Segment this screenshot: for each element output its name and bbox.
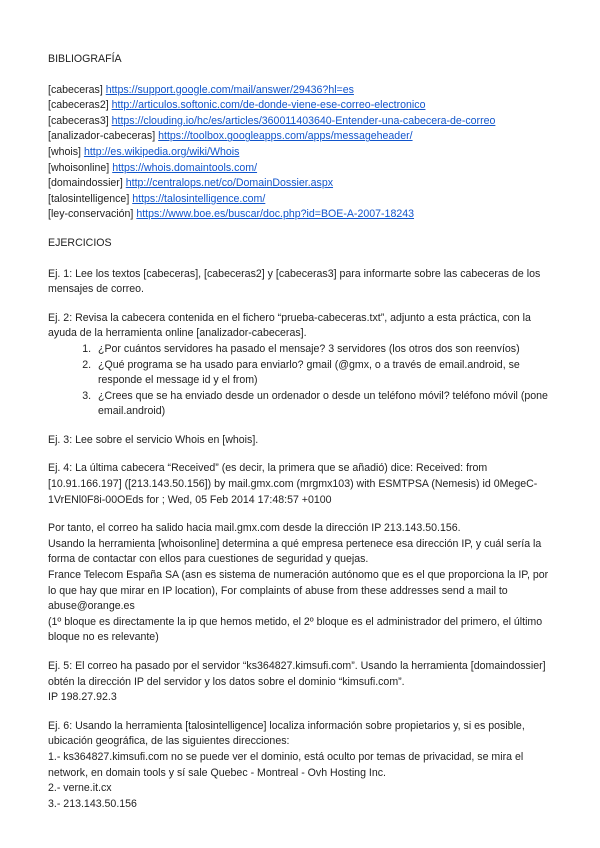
ref-tag: [analizador-cabeceras]	[48, 130, 156, 143]
ref-tag: [cabeceras]	[48, 83, 103, 96]
ref-whoisonline	[48, 161, 558, 177]
ref-tag: [talosintelligence]	[48, 192, 130, 205]
exercise-6	[48, 719, 558, 813]
ref-link[interactable]: http://es.wikipedia.org/wiki/Whois	[83, 145, 240, 158]
document-content	[48, 52, 558, 825]
ref-tag: [cabeceras3]	[48, 114, 109, 127]
ref-ley-conservacion	[48, 207, 558, 223]
exercise-5	[48, 659, 558, 706]
ref-cabeceras	[48, 83, 558, 99]
ref-talosintelligence	[48, 192, 558, 208]
exercises-heading: EJERCICIOS	[48, 236, 112, 249]
exercise-4-para: Por tanto, el correo ha salido hacia mail.gmx.com desde la dirección IP 213.143.50.156.	[48, 522, 461, 535]
exercise-5-answer: IP 198.27.92.3	[48, 691, 117, 704]
ref-tag: [whois]	[48, 145, 81, 158]
ref-tag: [domaindossier]	[48, 177, 123, 190]
exercise-2	[48, 311, 558, 420]
exercise-3	[48, 433, 558, 449]
exercise-4-para: (1º bloque es directamente la ip que hemos metido, el 2º bloque es el administrador del primero, el último bloque no es relevante)	[48, 615, 543, 644]
list-item: 2. ¿Qué programa se ha usado para enviarlo? gmail (@gmx, o a través de email.android, se responde el message id y el from)	[94, 358, 558, 389]
bibliography-heading: BIBLIOGRAFÍA	[48, 53, 122, 65]
ref-link[interactable]: http://centralops.net/co/DomainDossier.aspx	[125, 177, 334, 190]
ref-link[interactable]: https://talosintelligence.com/	[132, 192, 266, 205]
ref-cabeceras2	[48, 98, 558, 114]
ref-cabeceras3	[48, 114, 558, 130]
ref-link[interactable]: https://whois.domaintools.com/	[112, 161, 258, 174]
ref-analizador-cabeceras	[48, 129, 558, 145]
ref-link[interactable]: http://articulos.softonic.com/de-donde-viene-ese-correo-electronico	[111, 99, 426, 112]
exercise-6-text: Ej. 6: Usando la herramienta [talosintelligence] localiza información sobre propietarios y, si es posible, ubicación geográfica, de las siguientes direcciones:	[48, 719, 525, 748]
exercise-1-text: Ej. 1: Lee los textos [cabeceras], [cabeceras2] y [cabeceras3] para informarte sobre las cabeceras de los mensajes de correo.	[48, 267, 541, 296]
ref-link[interactable]: https://www.boe.es/buscar/doc.php?id=BOE-A-2007-18243	[136, 208, 415, 221]
ref-link[interactable]: https://support.google.com/mail/answer/29436?hl=es	[105, 83, 354, 96]
ref-tag: [cabeceras2]	[48, 99, 109, 112]
ref-tag: [ley-conservación]	[48, 208, 134, 221]
exercise-6-item: 2.- verne.it.cx	[48, 782, 112, 795]
exercise-1	[48, 267, 558, 298]
exercise-4-para: France Telecom España SA (asn es sistema de numeración autónomo que es el que proporciona la IP, por lo que hay que mirar en IP location), For complaints of abuse from these addresses send a mail to abuse@orange.es	[48, 569, 549, 613]
ref-domaindossier	[48, 176, 558, 192]
bibliography-list	[48, 83, 558, 223]
exercise-4-text: Ej. 4: La última cabecera “Received” (es decir, la primera que se añadió) dice: Received: from [10.91.166.197] ([213.143.50.156]) by mail.gmx.com (mrgmx103) with ESMTPSA (Nemesis) id 0MegeC-1VrENl0F8i-00OEds for ; Wed, 05 Feb 2014 17:48:57 +0100	[48, 462, 538, 506]
list-item: 1. ¿Por cuántos servidores ha pasado el mensaje? 3 servidores (los otros dos son reenvíos)	[94, 342, 558, 358]
ref-whois	[48, 145, 558, 161]
exercise-2-intro: Ej. 2: Revisa la cabecera contenida en el fichero “prueba-cabeceras.txt”, adjunto a esta práctica, con la ayuda de la herramienta online [analizador-cabeceras].	[48, 311, 531, 340]
exercise-5-text: Ej. 5: El correo ha pasado por el servidor “ks364827.kimsufi.com”. Usando la herramienta [domaindossier] obtén la dirección IP del servidor y los datos sobre el dominio “kimsufi.com”.	[48, 660, 546, 688]
exercise-3-text: Ej. 3: Lee sobre el servicio Whois en [whois].	[48, 433, 259, 446]
exercise-4-header	[48, 461, 558, 508]
exercise-4-body	[48, 521, 558, 646]
ref-link[interactable]: https://clouding.io/hc/es/articles/360011403640-Entender-una-cabecera-de-correo	[111, 114, 496, 127]
ref-link[interactable]: https://toolbox.googleapps.com/apps/messageheader/	[158, 130, 413, 143]
ref-tag: [whoisonline]	[48, 161, 110, 174]
exercise-6-item: 1.- ks364827.kimsufi.com no se puede ver el dominio, está oculto por temas de privacidad, se mira el network, en domain tools y sí sale Quebec - Montreal - Ovh Hosting Inc.	[48, 750, 524, 779]
exercise-4-para: Usando la herramienta [whoisonline] determina a qué empresa pertenece esa dirección IP, y cuál sería la forma de contactar con ellos para cuestiones de seguridad y quejas.	[48, 537, 542, 566]
list-item: 3. ¿Crees que se ha enviado desde un ordenador o desde un teléfono móvil? teléfono móvil (pone email.android)	[94, 389, 558, 420]
exercise-2-list	[48, 342, 558, 420]
exercise-6-item: 3.- 213.143.50.156	[48, 797, 137, 810]
